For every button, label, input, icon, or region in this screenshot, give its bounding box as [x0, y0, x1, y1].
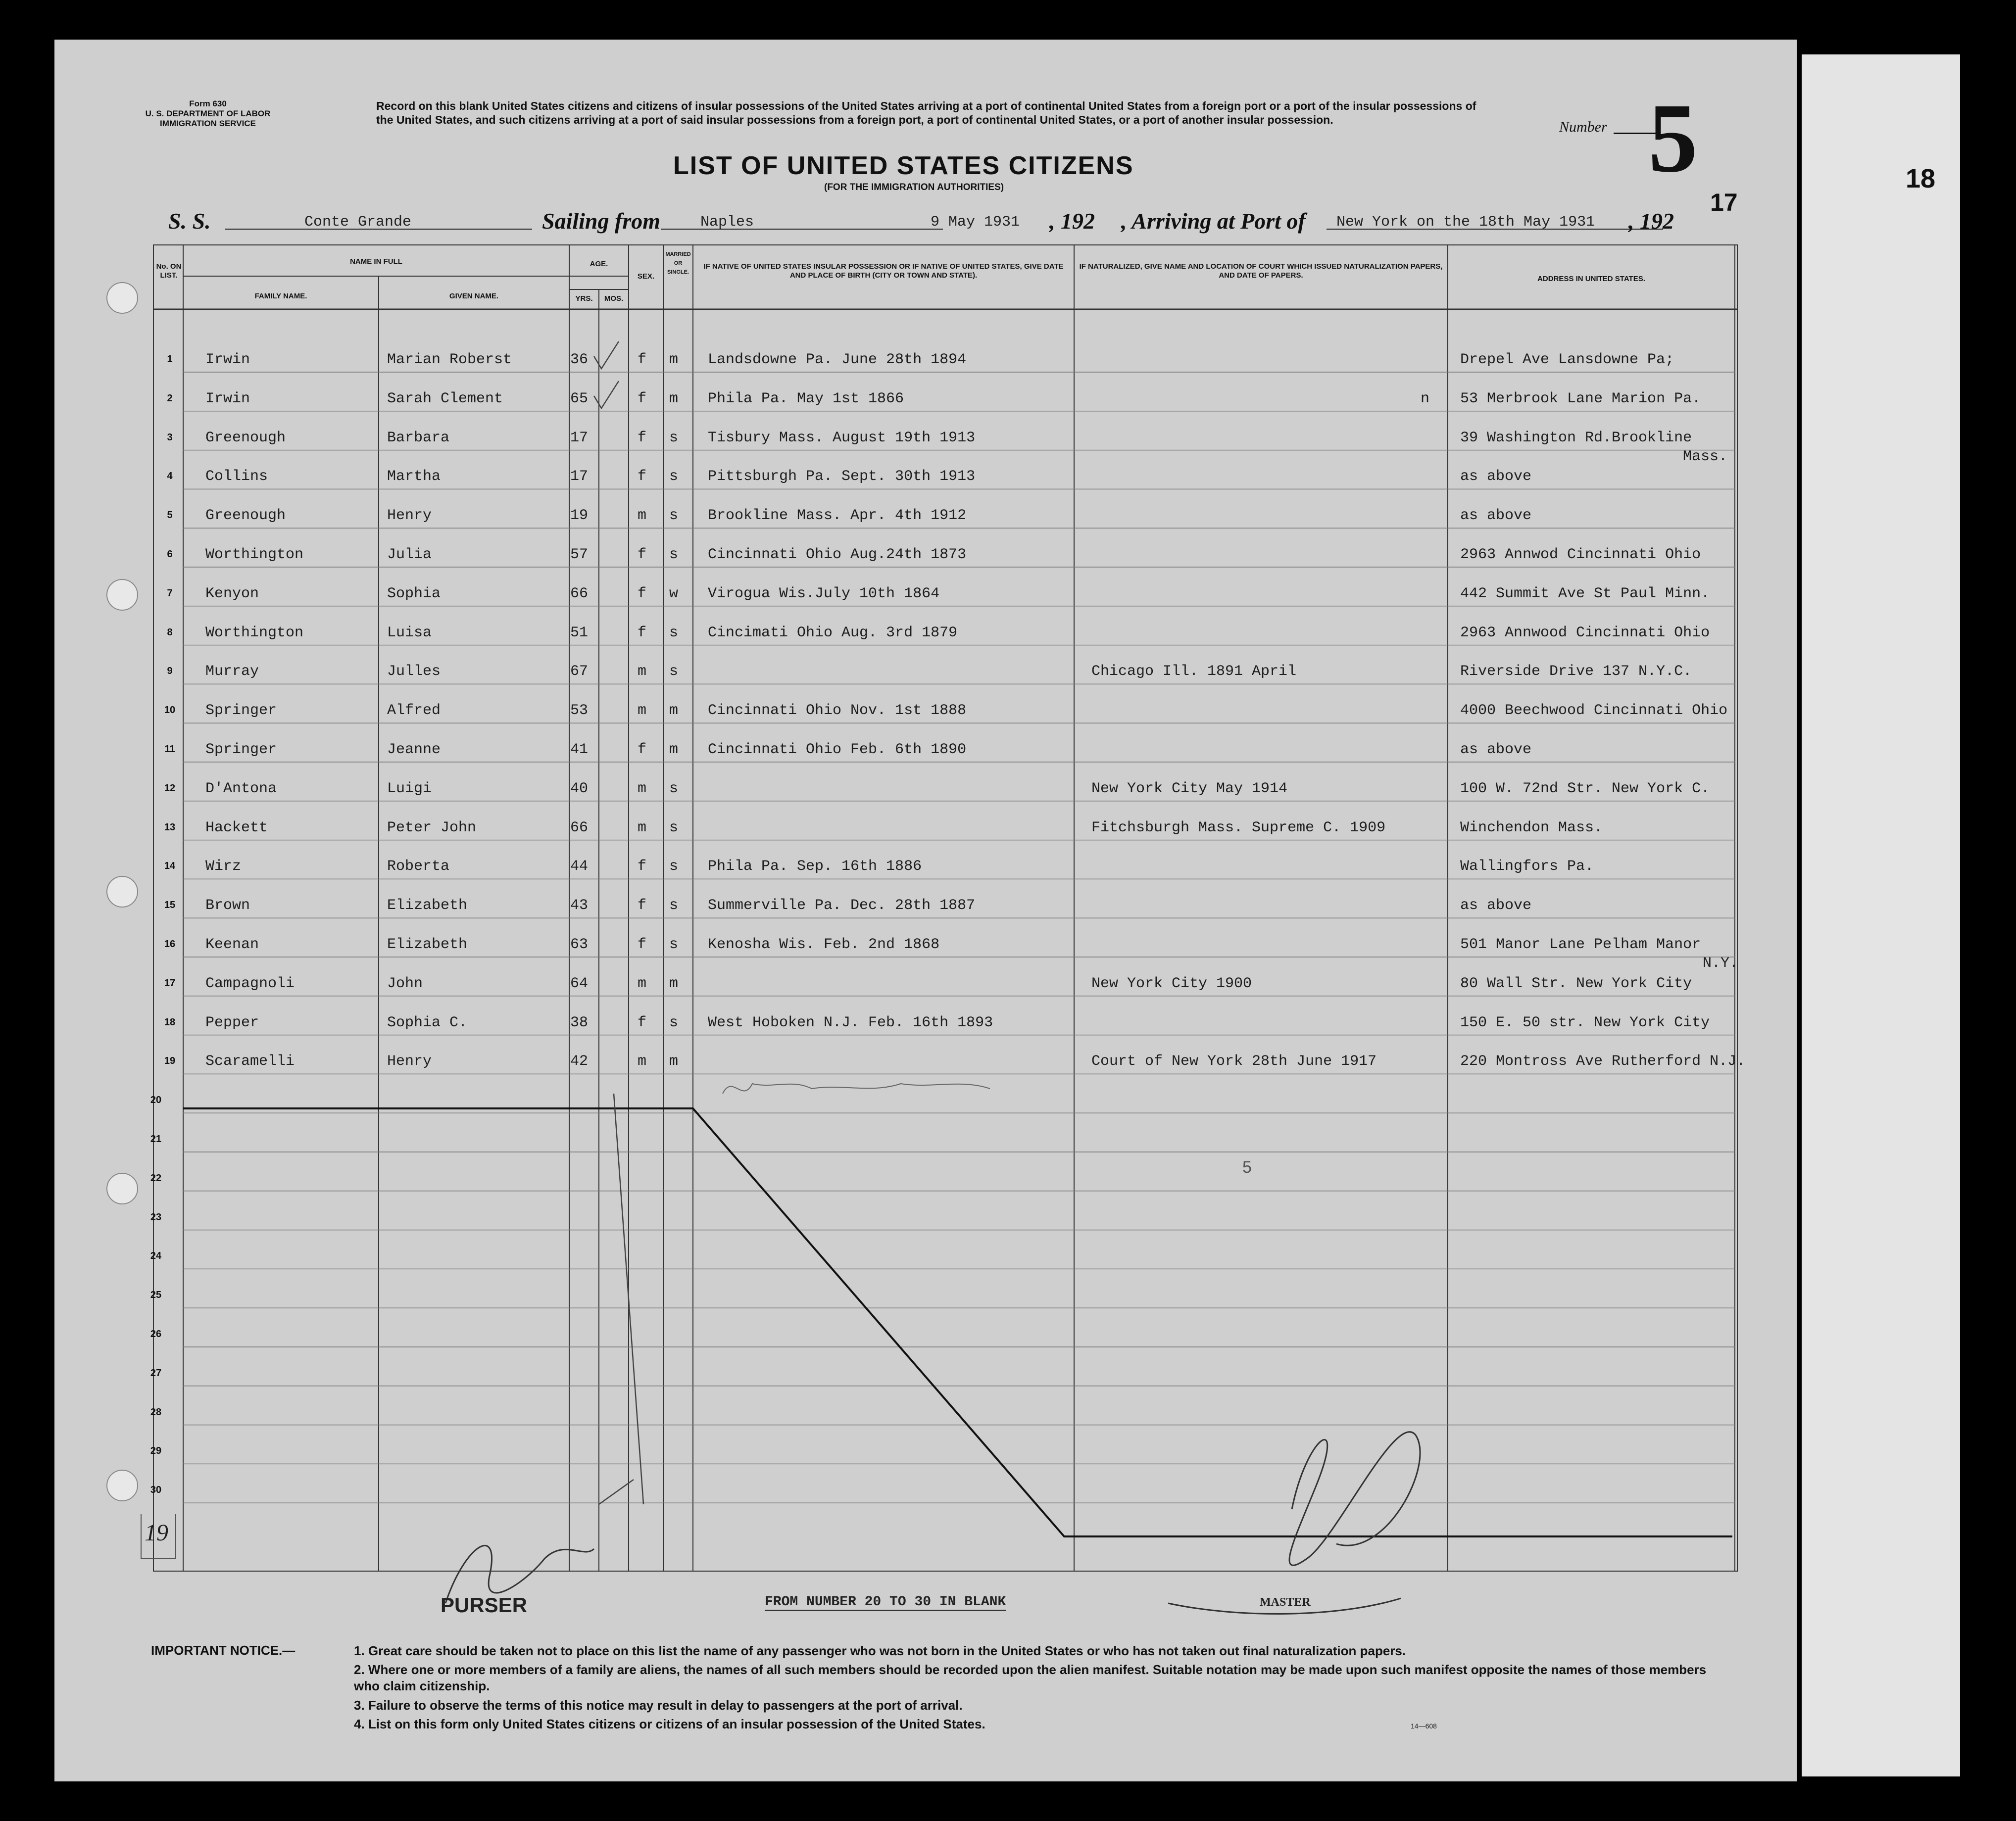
marital-status-cell: s: [669, 507, 679, 525]
birthplace-cell: Brookline Mass. Apr. 4th 1912: [708, 507, 967, 525]
age-cell: 65: [570, 390, 589, 407]
row-number: 13: [164, 821, 176, 833]
given-name-cell: Luigi: [387, 780, 432, 797]
family-name-cell: Irwin: [205, 390, 250, 407]
blank-row-number: 26: [150, 1329, 162, 1340]
age-cell: 41: [570, 741, 589, 758]
row-number: 11: [164, 744, 175, 755]
sex-cell: m: [638, 663, 647, 680]
family-name-cell: Collins: [205, 468, 268, 485]
birthplace-cell: Pittsburgh Pa. Sept. 30th 1913: [708, 468, 976, 485]
marital-status-cell: w: [669, 585, 679, 602]
blank-row-number: 22: [150, 1172, 162, 1184]
sex-cell: f: [638, 858, 647, 875]
sex-cell: f: [638, 546, 647, 563]
year-suffix-2: , 192: [1628, 208, 1674, 234]
naturalization-cell: Chicago Ill. 1891 April: [1091, 663, 1297, 680]
age-cell: 19: [570, 507, 589, 525]
birthplace-cell: Cincinnati Ohio Nov. 1st 1888: [708, 702, 967, 719]
age-cell: 17: [570, 429, 589, 446]
naturalization-cell: Fitchsburgh Mass. Supreme C. 1909: [1091, 819, 1386, 836]
address-cell-continued: Mass.: [1683, 448, 1728, 465]
family-name-cell: Scaramelli: [205, 1053, 295, 1070]
birthplace-cell: West Hoboken N.J. Feb. 16th 1893: [708, 1014, 993, 1031]
address-cell: Drepel Ave Lansdowne Pa;: [1460, 351, 1674, 368]
age-cell: 51: [570, 624, 589, 641]
sex-cell: f: [638, 390, 647, 407]
naturalization-cell: Court of New York 28th June 1917: [1091, 1053, 1377, 1070]
given-name-cell: Barbara: [387, 429, 450, 446]
given-name-cell: Elizabeth: [387, 897, 468, 914]
address-cell: 80 Wall Str. New York City: [1460, 975, 1692, 992]
marital-status-cell: s: [669, 1014, 679, 1031]
address-cell: as above: [1460, 507, 1532, 525]
blank-row-number: 20: [150, 1095, 162, 1106]
service-name: IMMIGRATION SERVICE: [160, 119, 256, 128]
blank-row-number: 30: [150, 1485, 162, 1496]
marital-status-cell: s: [669, 429, 679, 446]
address-cell: as above: [1460, 741, 1532, 758]
sex-cell: f: [638, 585, 647, 602]
marital-status-cell: s: [669, 819, 679, 836]
row-number: 9: [167, 666, 173, 677]
address-cell: 53 Merbrook Lane Marion Pa.: [1460, 390, 1701, 407]
family-name-cell: Brown: [205, 897, 250, 914]
blank-row-number: 23: [150, 1211, 162, 1223]
given-name-cell: Julia: [387, 546, 432, 563]
sailing-from: Naples: [700, 214, 754, 231]
arriving-label: , Arriving at Port of: [1121, 208, 1306, 234]
birthplace-cell: Virogua Wis.July 10th 1864: [708, 585, 940, 602]
important-notice-item: 3. Failure to observe the terms of this notice may result in delay to passengers at the port of arrival.: [354, 1698, 963, 1713]
age-cell: 66: [570, 585, 589, 602]
year-suffix-1: , 192: [1049, 208, 1095, 234]
blank-row-number: 28: [150, 1406, 162, 1418]
age-cell: 53: [570, 702, 589, 719]
row-number: 1: [167, 354, 173, 365]
blank-row-number: 25: [150, 1290, 162, 1301]
age-cell: 66: [570, 819, 589, 836]
marital-status-cell: s: [669, 936, 679, 953]
marital-status-cell: m: [669, 390, 679, 407]
purser-label: PURSER: [441, 1593, 528, 1617]
department-name: U. S. DEPARTMENT OF LABOR: [145, 109, 271, 118]
row-number: 16: [164, 939, 176, 950]
family-name-cell: Irwin: [205, 351, 250, 368]
marital-status-cell: m: [669, 1053, 679, 1070]
blank-rows-note: FROM NUMBER 20 TO 30 IN BLANK: [765, 1594, 1006, 1610]
birthplace-cell: Kenosha Wis. Feb. 2nd 1868: [708, 936, 940, 953]
row-number: 4: [167, 471, 173, 482]
family-name-cell: Worthington: [205, 546, 304, 563]
sex-cell: m: [638, 819, 647, 836]
given-name-cell: Sophia C.: [387, 1014, 468, 1031]
important-notice-heading: IMPORTANT NOTICE.—: [151, 1643, 295, 1658]
sex-cell: f: [638, 624, 647, 641]
sailing-label: Sailing from: [542, 208, 661, 234]
marital-status-cell: m: [669, 741, 679, 758]
col-yrs-header: YRS.: [575, 294, 593, 303]
marital-status-cell: s: [669, 780, 679, 797]
important-notice-item: 1. Great care should be taken not to place on this list the name of any passenger who was not born in the United States or who has not taken out final naturalization papers.: [354, 1643, 1406, 1658]
marital-status-cell: s: [669, 468, 679, 485]
given-name-cell: Henry: [387, 1053, 432, 1070]
marital-status-cell: s: [669, 897, 679, 914]
given-name-cell: Henry: [387, 507, 432, 525]
row-number: 19: [164, 1055, 176, 1067]
family-name-cell: Keenan: [205, 936, 259, 953]
row-number: 15: [164, 900, 176, 911]
family-name-cell: Campagnoli: [205, 975, 295, 992]
address-cell: 150 E. 50 str. New York City: [1460, 1014, 1710, 1031]
printer-code: 14—608: [1411, 1722, 1437, 1730]
address-cell: Wallingfors Pa.: [1460, 858, 1594, 875]
age-cell: 44: [570, 858, 589, 875]
col-name-header: NAME IN FULL: [350, 257, 402, 266]
given-name-cell: Alfred: [387, 702, 441, 719]
given-name-cell: Peter John: [387, 819, 477, 836]
row-number: 10: [164, 705, 176, 716]
marital-status-cell: s: [669, 858, 679, 875]
given-name-cell: Marian Roberst: [387, 351, 512, 368]
sex-cell: f: [638, 1014, 647, 1031]
birthplace-cell: Tisbury Mass. August 19th 1913: [708, 429, 976, 446]
age-cell: 42: [570, 1053, 589, 1070]
arriving-port: New York on the 18th May 1931: [1336, 214, 1595, 231]
sex-cell: m: [638, 507, 647, 525]
row-number: 12: [164, 782, 176, 794]
family-name-cell: Worthington: [205, 624, 304, 641]
sailing-date: 9 May 1931: [931, 214, 1020, 231]
blank-row-number: 24: [150, 1250, 162, 1262]
row-number: 7: [167, 587, 173, 599]
row-number: 18: [164, 1016, 176, 1028]
corner-number: 17: [1710, 189, 1738, 216]
given-name-cell: Martha: [387, 468, 441, 485]
age-cell: 36: [570, 351, 589, 368]
sex-cell: m: [638, 1053, 647, 1070]
col-married-header: MARRIED OR SINGLE.: [665, 251, 691, 275]
marital-status-cell: s: [669, 624, 679, 641]
row-number: 8: [167, 626, 173, 638]
important-notice-item: 2. Where one or more members of a family are aliens, the names of all such members should be recorded upon the alien manifest. Suitable notation may be made upon such manifest opposite the names of those members who claim citizenship.: [354, 1662, 1707, 1693]
sex-cell: m: [638, 780, 647, 797]
family-name-cell: Greenough: [205, 429, 286, 446]
ss-label: S. S.: [168, 208, 211, 234]
sex-cell: f: [638, 897, 647, 914]
family-name-cell: Hackett: [205, 819, 268, 836]
address-cell: Winchendon Mass.: [1460, 819, 1603, 836]
given-name-cell: Elizabeth: [387, 936, 468, 953]
header-notice: Record on this blank United States citizens and citizens of insular possessions of the United States arriving at a port of continental United States from a foreign port or a port of the insular possessions of the United States, and such citizens arriving at a port of said insular possessions from a foreign port, a port of continental United States, or a port of another insular possession.: [376, 99, 1476, 126]
blank-row-number: 21: [150, 1134, 162, 1145]
important-notice-item: 4. List on this form only United States citizens or citizens of an insular possession of the United States.: [354, 1717, 985, 1731]
ship-name: Conte Grande: [304, 214, 412, 231]
form-number: Form 630: [189, 99, 227, 108]
age-cell: 38: [570, 1014, 589, 1031]
col-age-header: AGE.: [590, 260, 608, 268]
blank-row-number: 27: [150, 1367, 162, 1379]
blank-row-number: 29: [150, 1445, 162, 1457]
address-cell: 501 Manor Lane Pelham Manor: [1460, 936, 1701, 953]
family-name-cell: D'Antona: [205, 780, 277, 797]
col-naturalized-header: IF NATURALIZED, GIVE NAME AND LOCATION OF COURT WHICH ISSUED NATURALIZATION PAPERS, AND DATE OF PAPERS.: [1079, 262, 1443, 280]
address-cell: 39 Washington Rd.Brookline: [1460, 429, 1692, 446]
sex-cell: f: [638, 741, 647, 758]
given-name-cell: Roberta: [387, 858, 450, 875]
row-number: 14: [164, 861, 176, 872]
row-number: 3: [167, 431, 173, 443]
number-label: Number: [1559, 119, 1607, 135]
marital-status-cell: m: [669, 351, 679, 368]
age-cell: 17: [570, 468, 589, 485]
family-name-cell: Greenough: [205, 507, 286, 525]
naturalization-cell: New York City May 1914: [1091, 780, 1288, 797]
given-name-cell: Julles: [387, 663, 441, 680]
birthplace-cell: Cincinnati Ohio Feb. 6th 1890: [708, 741, 967, 758]
sex-cell: f: [638, 351, 647, 368]
given-name-cell: Jeanne: [387, 741, 441, 758]
naturalization-cell: New York City 1900: [1091, 975, 1252, 992]
age-cell: 40: [570, 780, 589, 797]
birthplace-cell: Phila Pa. Sep. 16th 1886: [708, 858, 922, 875]
row-number: 6: [167, 549, 173, 560]
row-number: 17: [164, 977, 176, 989]
row-number: 5: [167, 510, 173, 521]
check-marks: [594, 341, 643, 1504]
col-sex-header: SEX.: [637, 272, 655, 281]
given-name-cell: John: [387, 975, 423, 992]
birthplace-cell: Landsdowne Pa. June 28th 1894: [708, 351, 967, 368]
marital-status-cell: s: [669, 663, 679, 680]
address-cell: 442 Summit Ave St Paul Minn.: [1460, 585, 1710, 602]
age-cell: 67: [570, 663, 589, 680]
age-cell: 57: [570, 546, 589, 563]
col-given-header: GIVEN NAME.: [449, 292, 499, 300]
page-title: LIST OF UNITED STATES CITIZENS: [673, 151, 1134, 180]
given-name-cell: Sophia: [387, 585, 441, 602]
master-signature: [1168, 1432, 1420, 1614]
family-name-cell: Wirz: [205, 858, 242, 875]
official-scrawl: [723, 1084, 990, 1094]
family-name-cell: Pepper: [205, 1014, 259, 1031]
family-name-cell: Kenyon: [205, 585, 259, 602]
age-cell: 64: [570, 975, 589, 992]
col-no-header: No. ON LIST.: [156, 262, 182, 280]
col-family-header: FAMILY NAME.: [254, 292, 307, 300]
col-birth-header: IF NATIVE OF UNITED STATES INSULAR POSSESSION OR IF NATIVE OF UNITED STATES, GIVE DATE AND PLACE OF BIRTH (CITY OR TOWN AND STATE).: [703, 262, 1064, 280]
sex-cell: m: [638, 975, 647, 992]
margin-count: 19: [145, 1520, 168, 1546]
col-address-header: ADDRESS IN UNITED STATES.: [1537, 275, 1645, 283]
adjacent-page-number: 18: [1906, 164, 1936, 193]
family-name-cell: Springer: [205, 702, 277, 719]
sex-cell: m: [638, 702, 647, 719]
address-cell: as above: [1460, 897, 1532, 914]
address-cell: Riverside Drive 137 N.Y.C.: [1460, 663, 1692, 680]
given-name-cell: Sarah Clement: [387, 390, 503, 407]
marital-status-cell: m: [669, 975, 679, 992]
birthplace-cell: Cincinnati Ohio Aug.24th 1873: [708, 546, 967, 563]
master-label: MASTER: [1260, 1596, 1311, 1609]
address-cell: 220 Montross Ave Rutherford N.J.: [1460, 1053, 1746, 1070]
sex-cell: f: [638, 468, 647, 485]
page-subtitle: (FOR THE IMMIGRATION AUTHORITIES): [824, 182, 1004, 192]
marital-status-cell: m: [669, 702, 679, 719]
list-number: 5: [1648, 84, 1698, 193]
age-cell: 43: [570, 897, 589, 914]
address-cell-continued: N.Y.: [1703, 955, 1739, 972]
naturalization-cell: n: [1421, 390, 1430, 407]
birthplace-cell: Cincimati Ohio Aug. 3rd 1879: [708, 624, 958, 641]
family-name-cell: Murray: [205, 663, 259, 680]
sex-cell: f: [638, 936, 647, 953]
given-name-cell: Luisa: [387, 624, 432, 641]
address-cell: 2963 Annwood Cincinnati Ohio: [1460, 624, 1710, 641]
birthplace-cell: Phila Pa. May 1st 1866: [708, 390, 904, 407]
address-cell: 4000 Beechwood Cincinnati Ohio: [1460, 702, 1728, 719]
address-cell: as above: [1460, 468, 1532, 485]
sex-cell: f: [638, 429, 647, 446]
birthplace-cell: Summerville Pa. Dec. 28th 1887: [708, 897, 976, 914]
address-cell: 2963 Annwod Cincinnati Ohio: [1460, 546, 1701, 563]
address-cell: 100 W. 72nd Str. New York C.: [1460, 780, 1710, 797]
center-mark: 5: [1242, 1158, 1252, 1177]
col-mos-header: MOS.: [604, 294, 624, 303]
row-number: 2: [167, 392, 173, 404]
family-name-cell: Springer: [205, 741, 277, 758]
marital-status-cell: s: [669, 546, 679, 563]
age-cell: 63: [570, 936, 589, 953]
